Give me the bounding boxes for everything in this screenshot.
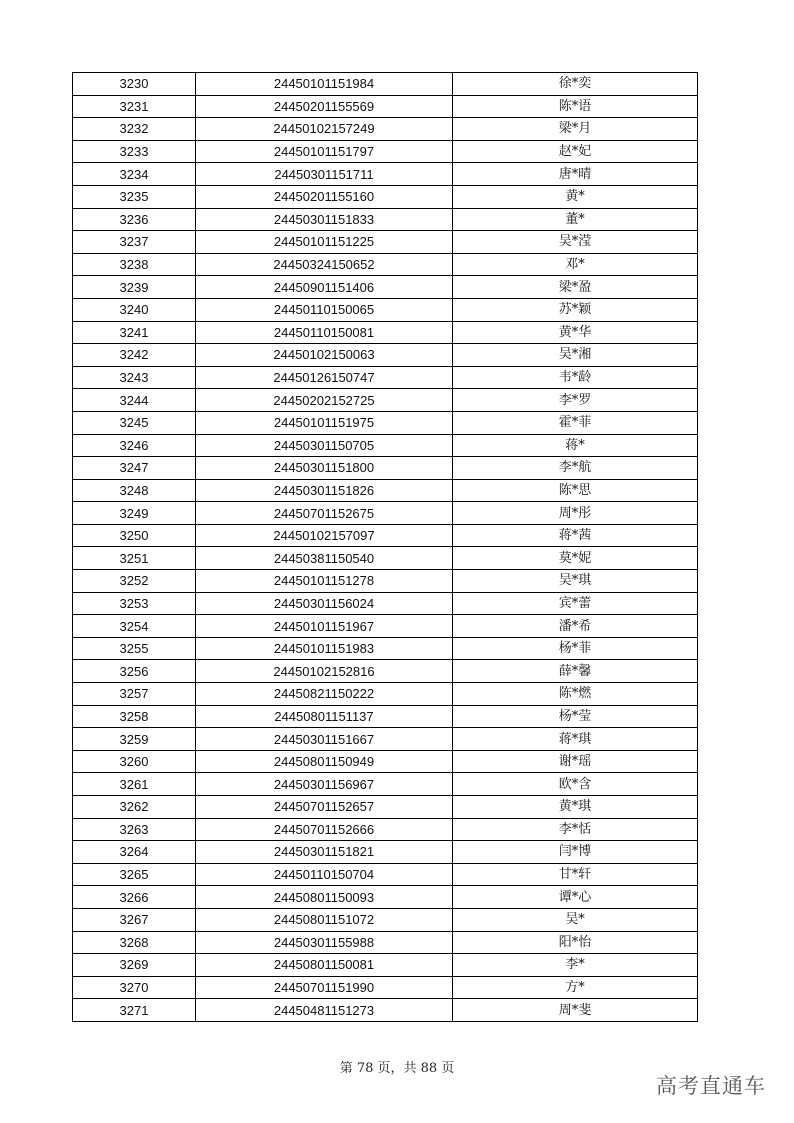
table-row: [73, 954, 698, 977]
table-row: [73, 886, 698, 909]
table-row: [73, 298, 698, 321]
student-name-cell: 陈*燃: [453, 683, 698, 706]
row-number-cell: 3266: [73, 886, 196, 909]
row-number-cell: 3242: [73, 344, 196, 367]
exam-id-cell: 24450324150652: [196, 253, 453, 276]
student-name-cell: 欧*含: [453, 773, 698, 796]
row-number-cell: 3248: [73, 479, 196, 502]
table-row: [73, 570, 698, 593]
table-row: [73, 547, 698, 570]
table-row: [73, 118, 698, 141]
row-number-cell: 3238: [73, 253, 196, 276]
row-number-cell: 3268: [73, 931, 196, 954]
student-name-cell: 薛*馨: [453, 660, 698, 683]
table-row: [73, 321, 698, 344]
student-name-cell: 杨*莹: [453, 705, 698, 728]
row-number-cell: 3271: [73, 999, 196, 1022]
exam-id-cell: 24450801151137: [196, 705, 453, 728]
table-row: [73, 231, 698, 254]
exam-id-cell: 24450101151975: [196, 411, 453, 434]
table-row: [73, 253, 698, 276]
row-number-cell: 3262: [73, 796, 196, 819]
table-row: [73, 841, 698, 864]
student-name-cell: 李*恬: [453, 818, 698, 841]
table-row: [73, 863, 698, 886]
student-name-cell: 阳*怡: [453, 931, 698, 954]
exam-id-cell: 24450101151983: [196, 637, 453, 660]
exam-id-cell: 24450110150081: [196, 321, 453, 344]
page-footer: 第 78 页，共 88 页: [339, 1061, 455, 1076]
row-number-cell: 3232: [73, 118, 196, 141]
exam-id-cell: 24450102152816: [196, 660, 453, 683]
student-name-cell: 吴*琪: [453, 570, 698, 593]
table-row: [73, 457, 698, 480]
table-row: [73, 931, 698, 954]
student-name-cell: 周*彤: [453, 502, 698, 525]
exam-id-cell: 24450701152657: [196, 796, 453, 819]
row-number-cell: 3265: [73, 863, 196, 886]
table-row: [73, 705, 698, 728]
exam-id-cell: 24450101151984: [196, 73, 453, 96]
exam-id-cell: 24450110150704: [196, 863, 453, 886]
table-row: [73, 366, 698, 389]
table-row: [73, 524, 698, 547]
table-row: [73, 773, 698, 796]
student-name-cell: 梁*盈: [453, 276, 698, 299]
exam-id-cell: 24450101151797: [196, 140, 453, 163]
student-name-cell: 陈*语: [453, 95, 698, 118]
roster-table: [72, 72, 698, 1022]
row-number-cell: 3264: [73, 841, 196, 864]
row-number-cell: 3230: [73, 73, 196, 96]
student-name-cell: 方*: [453, 976, 698, 999]
exam-id-cell: 24450126150747: [196, 366, 453, 389]
student-name-cell: 吴*滢: [453, 231, 698, 254]
exam-id-cell: 24450801150093: [196, 886, 453, 909]
exam-id-cell: 24450301151826: [196, 479, 453, 502]
row-number-cell: 3237: [73, 231, 196, 254]
exam-id-cell: 24450801150949: [196, 750, 453, 773]
student-name-cell: 徐*奕: [453, 73, 698, 96]
table-row: [73, 750, 698, 773]
student-name-cell: 黄*华: [453, 321, 698, 344]
exam-id-cell: 24450301156024: [196, 592, 453, 615]
row-number-cell: 3257: [73, 683, 196, 706]
student-name-cell: 李*罗: [453, 389, 698, 412]
table-row: [73, 276, 698, 299]
exam-id-cell: 24450701151990: [196, 976, 453, 999]
row-number-cell: 3233: [73, 140, 196, 163]
row-number-cell: 3231: [73, 95, 196, 118]
student-name-cell: 董*: [453, 208, 698, 231]
row-number-cell: 3234: [73, 163, 196, 186]
exam-id-cell: 24450201155569: [196, 95, 453, 118]
exam-id-cell: 24450701152666: [196, 818, 453, 841]
exam-id-cell: 24450201155160: [196, 185, 453, 208]
student-name-cell: 黄*琪: [453, 796, 698, 819]
student-name-cell: 黄*: [453, 185, 698, 208]
table-row: [73, 344, 698, 367]
student-name-cell: 蒋*茜: [453, 524, 698, 547]
student-name-cell: 邓*: [453, 253, 698, 276]
student-name-cell: 李*: [453, 954, 698, 977]
row-number-cell: 3236: [73, 208, 196, 231]
exam-id-cell: 24450901151406: [196, 276, 453, 299]
row-number-cell: 3247: [73, 457, 196, 480]
exam-id-cell: 24450102157249: [196, 118, 453, 141]
table-row: [73, 502, 698, 525]
row-number-cell: 3240: [73, 298, 196, 321]
row-number-cell: 3251: [73, 547, 196, 570]
exam-id-cell: 24450301150705: [196, 434, 453, 457]
watermark-text: 高考直通车: [656, 1074, 766, 1098]
student-name-cell: 蒋*琪: [453, 728, 698, 751]
row-number-cell: 3243: [73, 366, 196, 389]
row-number-cell: 3267: [73, 908, 196, 931]
table-row: [73, 163, 698, 186]
student-name-cell: 蒋*: [453, 434, 698, 457]
exam-id-cell: 24450110150065: [196, 298, 453, 321]
table-row: [73, 683, 698, 706]
student-name-cell: 苏*颖: [453, 298, 698, 321]
student-name-cell: 韦*龄: [453, 366, 698, 389]
row-number-cell: 3263: [73, 818, 196, 841]
student-name-cell: 闫*博: [453, 841, 698, 864]
student-name-cell: 莫*妮: [453, 547, 698, 570]
row-number-cell: 3239: [73, 276, 196, 299]
exam-id-cell: 24450101151278: [196, 570, 453, 593]
table-row: [73, 95, 698, 118]
student-name-cell: 吴*湘: [453, 344, 698, 367]
table-row: [73, 976, 698, 999]
table-row: [73, 411, 698, 434]
row-number-cell: 3241: [73, 321, 196, 344]
row-number-cell: 3245: [73, 411, 196, 434]
table-row: [73, 140, 698, 163]
row-number-cell: 3252: [73, 570, 196, 593]
exam-id-cell: 24450481151273: [196, 999, 453, 1022]
exam-id-cell: 24450701152675: [196, 502, 453, 525]
exam-id-cell: 24450801151072: [196, 908, 453, 931]
row-number-cell: 3235: [73, 185, 196, 208]
row-number-cell: 3260: [73, 750, 196, 773]
table-row: [73, 592, 698, 615]
student-name-cell: 霍*菲: [453, 411, 698, 434]
table-row: [73, 818, 698, 841]
student-name-cell: 吴*: [453, 908, 698, 931]
row-number-cell: 3244: [73, 389, 196, 412]
table-row: [73, 908, 698, 931]
row-number-cell: 3250: [73, 524, 196, 547]
table-row: [73, 434, 698, 457]
exam-id-cell: 24450301151800: [196, 457, 453, 480]
student-name-cell: 梁*月: [453, 118, 698, 141]
student-name-cell: 宾*蕾: [453, 592, 698, 615]
exam-id-cell: 24450301151833: [196, 208, 453, 231]
table-row: [73, 389, 698, 412]
exam-id-cell: 24450301155988: [196, 931, 453, 954]
row-number-cell: 3256: [73, 660, 196, 683]
table-row: [73, 728, 698, 751]
exam-id-cell: 24450381150540: [196, 547, 453, 570]
table-row: [73, 615, 698, 638]
row-number-cell: 3249: [73, 502, 196, 525]
student-name-cell: 陈*思: [453, 479, 698, 502]
row-number-cell: 3261: [73, 773, 196, 796]
table-row: [73, 185, 698, 208]
table-row: [73, 208, 698, 231]
row-number-cell: 3259: [73, 728, 196, 751]
row-number-cell: 3258: [73, 705, 196, 728]
student-name-cell: 周*斐: [453, 999, 698, 1022]
student-name-cell: 潘*希: [453, 615, 698, 638]
student-name-cell: 杨*菲: [453, 637, 698, 660]
student-name-cell: 谢*瑶: [453, 750, 698, 773]
exam-id-cell: 24450102157097: [196, 524, 453, 547]
exam-id-cell: 24450101151967: [196, 615, 453, 638]
row-number-cell: 3255: [73, 637, 196, 660]
table-row: [73, 479, 698, 502]
exam-id-cell: 24450301151821: [196, 841, 453, 864]
exam-id-cell: 24450101151225: [196, 231, 453, 254]
row-number-cell: 3254: [73, 615, 196, 638]
roster-table-body: [73, 73, 698, 1022]
student-name-cell: 李*航: [453, 457, 698, 480]
table-row: [73, 637, 698, 660]
table-row: [73, 73, 698, 96]
exam-id-cell: 24450301151667: [196, 728, 453, 751]
exam-id-cell: 24450202152725: [196, 389, 453, 412]
row-number-cell: 3246: [73, 434, 196, 457]
exam-id-cell: 24450301156967: [196, 773, 453, 796]
row-number-cell: 3270: [73, 976, 196, 999]
student-name-cell: 谭*心: [453, 886, 698, 909]
row-number-cell: 3269: [73, 954, 196, 977]
student-name-cell: 甘*轩: [453, 863, 698, 886]
table-row: [73, 999, 698, 1022]
exam-id-cell: 24450801150081: [196, 954, 453, 977]
table-row: [73, 660, 698, 683]
exam-id-cell: 24450301151711: [196, 163, 453, 186]
exam-id-cell: 24450102150063: [196, 344, 453, 367]
student-name-cell: 唐*晴: [453, 163, 698, 186]
row-number-cell: 3253: [73, 592, 196, 615]
table-row: [73, 796, 698, 819]
exam-id-cell: 24450821150222: [196, 683, 453, 706]
student-name-cell: 赵*妃: [453, 140, 698, 163]
